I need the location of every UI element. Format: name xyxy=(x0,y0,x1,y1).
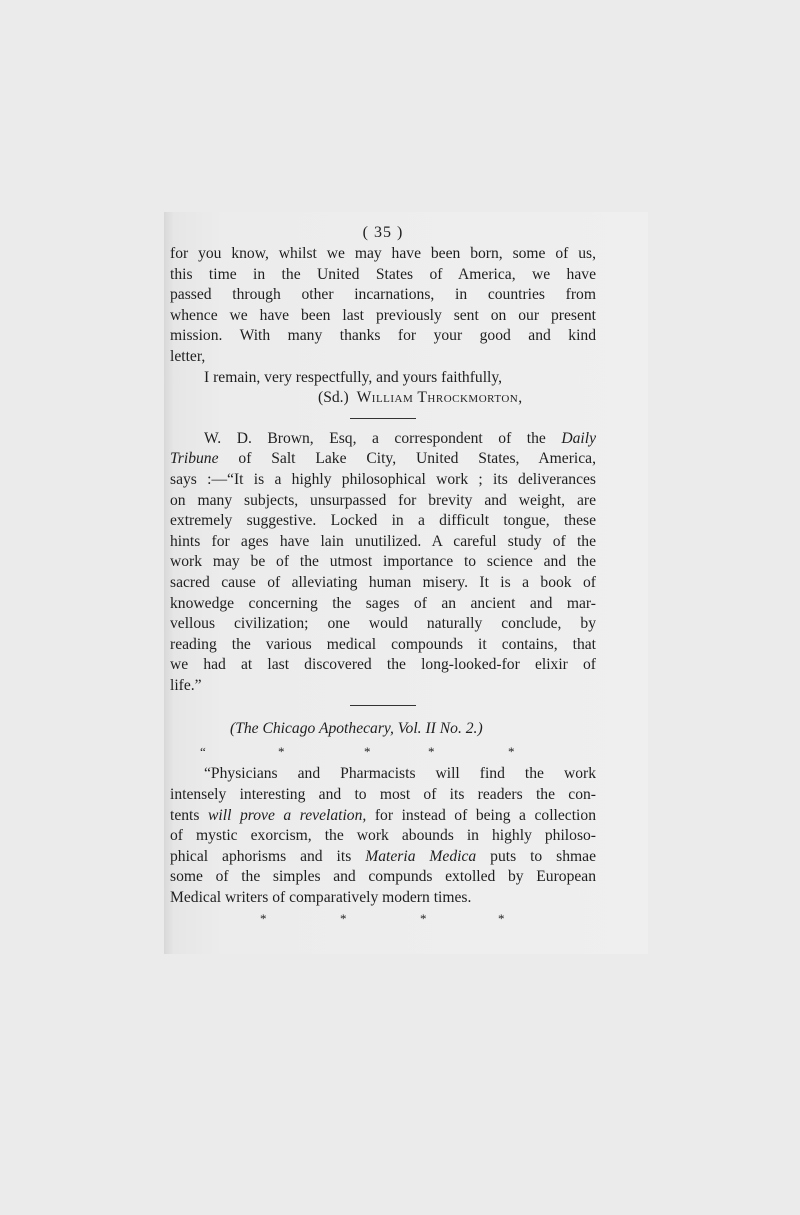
emphasis: Materia Medica xyxy=(365,847,477,865)
text-line: some of the simples and compunds extolled by European xyxy=(170,868,596,886)
section-divider xyxy=(350,418,416,419)
text-line: reading the various medical compounds it contains, that xyxy=(170,635,596,653)
emphasis: will prove a revelation, xyxy=(208,806,367,824)
text-line xyxy=(170,806,596,827)
page-number: ( 35 ) xyxy=(362,224,404,241)
newspaper-title: Daily xyxy=(561,429,596,447)
apothecary-quote xyxy=(170,716,596,930)
text-span: W. D. Brown, Esq, a correspondent of the xyxy=(204,429,546,447)
text-line: knowedge concerning the sages of an ancient and mar- xyxy=(170,594,596,612)
text-line: extremely suggestive. Locked in a difficult tongue, these xyxy=(170,512,596,530)
text-span: of Salt Lake City, United States, America, xyxy=(238,450,596,468)
text-line: says :—“It is a highly philosophical work ; its deliverances xyxy=(170,470,596,488)
newspaper-title: Tribune xyxy=(170,450,219,468)
text-line: we had at last discovered the long-looked-for elixir of xyxy=(170,656,596,674)
star-mark: * xyxy=(278,744,285,760)
star-mark: * xyxy=(420,910,427,926)
text-line: mission. With many thanks for your good and kind xyxy=(170,327,596,345)
signature-name: William Throckmorton, xyxy=(356,389,523,407)
text-line: vellous civilization; one would naturally conclude, by xyxy=(170,615,596,633)
signature-prefix: (Sd.) xyxy=(318,389,349,407)
closing-line: I remain, very respectfully, and yours faithfully, xyxy=(204,368,503,386)
brown-testimonial xyxy=(170,429,596,697)
text-line: whence we have been last previously sent on our present xyxy=(170,306,596,324)
text-span: phical aphorisms and its xyxy=(170,847,352,865)
page-text xyxy=(170,218,596,931)
text-line: letter, xyxy=(170,347,206,365)
star-mark: * xyxy=(428,744,435,760)
letter-ending xyxy=(170,244,596,409)
ellipsis-stars xyxy=(170,909,596,931)
text-line: “Physicians and Pharmacists will find the work xyxy=(204,765,596,783)
text-line: this time in the United States of America, we have xyxy=(170,265,596,283)
text-span: tents xyxy=(170,806,200,824)
text-line xyxy=(170,847,596,868)
star-mark: * xyxy=(498,910,505,926)
text-line: work may be of the utmost importance to science and the xyxy=(170,553,596,571)
star-mark: * xyxy=(260,910,267,926)
text-line xyxy=(170,449,596,470)
star-mark: * xyxy=(340,910,347,926)
signature-line xyxy=(170,388,596,409)
text-line: intensely interesting and to most of its readers the con- xyxy=(170,786,596,804)
text-line: on many subjects, unsurpassed for brevity and weight, are xyxy=(170,491,596,509)
text-span: puts to shmae xyxy=(490,847,597,865)
text-line: for you know, whilst we may have been born, some of us, xyxy=(170,245,596,262)
text-line: Medical writers of comparatively modern times. xyxy=(170,889,472,907)
open-quote: “ xyxy=(200,744,206,760)
ellipsis-stars xyxy=(170,742,596,764)
text-line: passed through other incarnations, in countries from xyxy=(170,286,596,304)
text-line: hints for ages have lain unutilized. A careful study of the xyxy=(170,532,596,550)
star-mark: * xyxy=(364,744,371,760)
text-span: for instead of being a collection xyxy=(374,806,596,824)
star-mark: * xyxy=(508,744,515,760)
section-divider xyxy=(350,705,416,706)
text-line: life.” xyxy=(170,676,202,694)
text-line: sacred cause of alleviating human misery. It is a book of xyxy=(170,573,596,591)
text-line xyxy=(170,429,596,450)
text-line: of mystic exorcism, the work abounds in highly philoso- xyxy=(170,827,596,845)
citation: (The Chicago Apothecary, Vol. II No. 2.) xyxy=(230,720,483,738)
